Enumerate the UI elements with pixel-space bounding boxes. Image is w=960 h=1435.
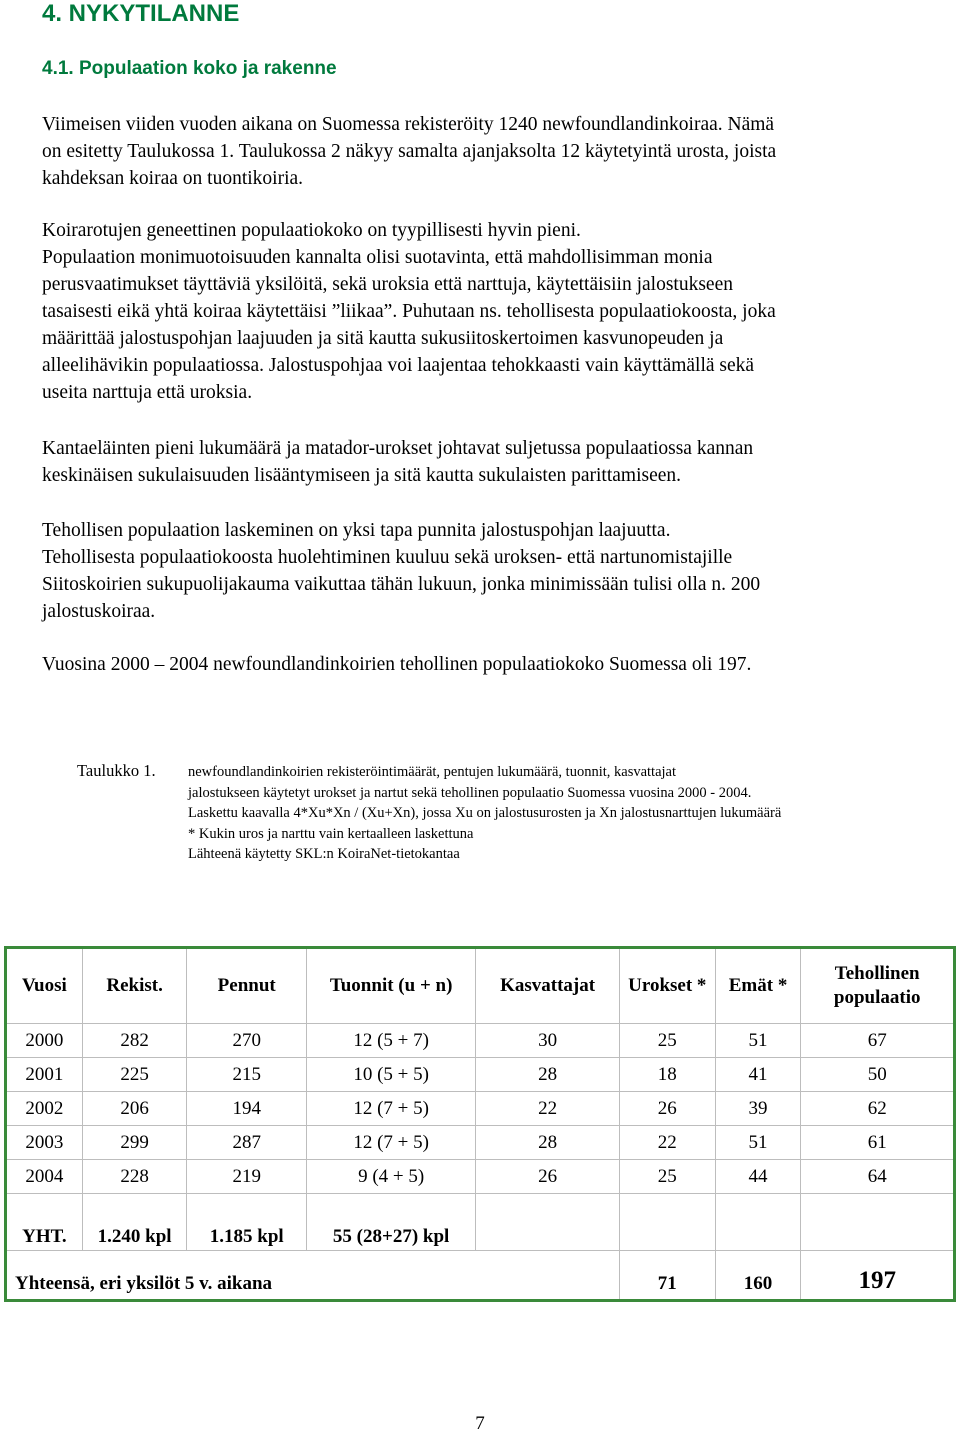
page-number: 7 [475, 1413, 485, 1434]
table-cell: 44 [715, 1160, 801, 1194]
table-row [6, 1024, 955, 1058]
table-cell: 299 [82, 1126, 187, 1160]
table-cell: 215 [187, 1058, 307, 1092]
text-line: määrittää jalostuspohjan laajuuden ja sitä kautta sukusiitoskertoimen kasvunopeuden ja [42, 328, 724, 349]
header-cell: Emät * [715, 948, 801, 1024]
population-table [4, 946, 956, 1302]
grand-total-emat: 160 [715, 1251, 801, 1301]
header-cell: Pennut [187, 948, 307, 1024]
header-cell: Vuosi [6, 948, 83, 1024]
grand-total-tehollinen: 197 [801, 1251, 955, 1301]
table-grand-total-row [6, 1251, 955, 1301]
table-cell: 225 [82, 1058, 187, 1092]
text-line: on esitetty Taulukossa 1. Taulukossa 2 näkyy samalta ajanjaksolta 12 käytetyintä urosta, joista [42, 141, 777, 162]
caption-line: * Kukin uros ja narttu vain kertaalleen laskettuna [188, 825, 474, 842]
table-cell: 9 (4 + 5) [307, 1160, 476, 1194]
table-cell: 22 [476, 1092, 620, 1126]
table-cell: 30 [476, 1024, 620, 1058]
table-cell: 26 [619, 1092, 715, 1126]
caption-line: Laskettu kaavalla 4*Xu*Xn / (Xu+Xn), jossa Xu on jalostusurosten ja Xn jalostusnarttujen lukumäärä [188, 805, 782, 821]
table-caption [188, 762, 781, 865]
table-cell: 39 [715, 1092, 801, 1126]
grand-total-label: Yhteensä, eri yksilöt 5 v. aikana [6, 1251, 620, 1301]
table-total-row [6, 1194, 955, 1251]
table-cell: 2004 [6, 1160, 83, 1194]
text-line: useita narttuja että uroksia. [42, 382, 253, 403]
text-line: perusvaatimukset täyttäviä yksilöitä, sekä uroksia että narttuja, käytettäisiin jalostukseen [42, 274, 733, 295]
paragraph-4 [42, 517, 952, 625]
table-cell: 12 (5 + 7) [307, 1024, 476, 1058]
text-line: alleelihävikin populaatiossa. Jalostuspohjaa voi laajentaa tehokkaasti vain käyttämällä sekä [42, 355, 755, 376]
text-line: Populaation monimuotoisuuden kannalta olisi suotavinta, että mahdollisimman monia [42, 247, 713, 268]
table-row [6, 1092, 955, 1126]
table-cell: 228 [82, 1160, 187, 1194]
text-line: Tehollisesta populaatiokoosta huolehtiminen kuuluu sekä uroksen- että nartunomistajille [42, 547, 733, 568]
total-label: YHT. [6, 1194, 83, 1251]
table-cell: 26 [476, 1160, 620, 1194]
table-cell: 25 [619, 1024, 715, 1058]
table-row [6, 1058, 955, 1092]
text-line: Tehollisen populaation laskeminen on yksi tapa punnita jalostuspohjan laajuutta. [42, 520, 671, 541]
table-cell: 50 [801, 1058, 955, 1092]
table-cell: 18 [619, 1058, 715, 1092]
table-cell: 194 [187, 1092, 307, 1126]
header-cell: Tuonnit (u + n) [307, 948, 476, 1024]
empty-cell [715, 1194, 801, 1251]
table-cell: 25 [619, 1160, 715, 1194]
empty-cell [476, 1194, 620, 1251]
text-line: Viimeisen viiden vuoden aikana on Suomessa rekisteröity 1240 newfoundlandinkoiraa. Nämä [42, 114, 775, 135]
table-row [6, 1126, 955, 1160]
table-cell: 12 (7 + 5) [307, 1092, 476, 1126]
paragraph-5 [42, 651, 952, 678]
text-line: Kantaeläinten pieni lukumäärä ja matador-urokset johtavat suljetussa populaatiossa kannan [42, 438, 754, 459]
total-pennut: 1.185 kpl [187, 1194, 307, 1251]
text-line: tasaisesti eikä yhtä koiraa käytettäisi ”liikaa”. Puhutaan ns. tehollisesta populaatiokoosta, joka [42, 301, 776, 322]
table-cell: 2001 [6, 1058, 83, 1092]
table-cell: 28 [476, 1058, 620, 1092]
table-cell: 22 [619, 1126, 715, 1160]
table-cell: 28 [476, 1126, 620, 1160]
table-cell: 219 [187, 1160, 307, 1194]
table-cell: 64 [801, 1160, 955, 1194]
paragraph-3 [42, 435, 952, 489]
table-row [6, 1160, 955, 1194]
text-line: jalostuskoiraa. [42, 601, 156, 622]
table-cell: 51 [715, 1024, 801, 1058]
caption-line: newfoundlandinkoirien rekisteröintimäärät, pentujen lukumäärä, tuonnit, kasvattajat [188, 764, 677, 780]
section-heading: 4.1. Populaation koko ja rakenne [42, 58, 337, 79]
table-cell: 41 [715, 1058, 801, 1092]
header-cell: Kasvattajat [476, 948, 620, 1024]
paragraph-1 [42, 111, 952, 192]
header-cell: Tehollinen populaatio [801, 948, 955, 1024]
table-cell: 287 [187, 1126, 307, 1160]
table-cell: 51 [715, 1126, 801, 1160]
table-caption-label: Taulukko 1. [77, 761, 156, 780]
table-cell: 2000 [6, 1024, 83, 1058]
empty-cell [801, 1194, 955, 1251]
table-cell: 206 [82, 1092, 187, 1126]
header-cell: Rekist. [82, 948, 187, 1024]
text-line: Koirarotujen geneettinen populaatiokoko on tyypillisesti hyvin pieni. [42, 220, 581, 241]
text-line: Siitoskoirien sukupuolijakauma vaikuttaa tähän lukuun, jonka minimissään tulisi olla n. 200 [42, 574, 761, 595]
text-line: kahdeksan koiraa on tuontikoiria. [42, 168, 304, 189]
page-heading: 4. NYKYTILANNE [42, 0, 240, 27]
table-cell: 270 [187, 1024, 307, 1058]
table-cell: 10 (5 + 5) [307, 1058, 476, 1092]
grand-total-urokset: 71 [619, 1251, 715, 1301]
empty-cell [619, 1194, 715, 1251]
caption-line: Lähteenä käytetty SKL:n KoiraNet-tietokantaa [188, 846, 460, 862]
table-cell: 2002 [6, 1092, 83, 1126]
table-cell: 61 [801, 1126, 955, 1160]
total-rekist: 1.240 kpl [82, 1194, 187, 1251]
text-line: keskinäisen sukulaisuuden lisääntymiseen ja sitä kautta sukulaisten parittamiseen. [42, 465, 682, 486]
table-cell: 67 [801, 1024, 955, 1058]
table-cell: 282 [82, 1024, 187, 1058]
text-line: Vuosina 2000 – 2004 newfoundlandinkoirien tehollinen populaatiokoko Suomessa oli 197. [42, 654, 752, 675]
total-tuonnit: 55 (28+27) kpl [307, 1194, 476, 1251]
header-cell: Urokset * [619, 948, 715, 1024]
table-cell: 2003 [6, 1126, 83, 1160]
table-cell: 62 [801, 1092, 955, 1126]
table-header-row [6, 948, 955, 1024]
table-cell: 12 (7 + 5) [307, 1126, 476, 1160]
paragraph-2 [42, 217, 952, 406]
caption-line: jalostukseen käytetyt urokset ja nartut sekä tehollinen populaatio Suomessa vuosina 2000 - 2004. [188, 784, 752, 801]
